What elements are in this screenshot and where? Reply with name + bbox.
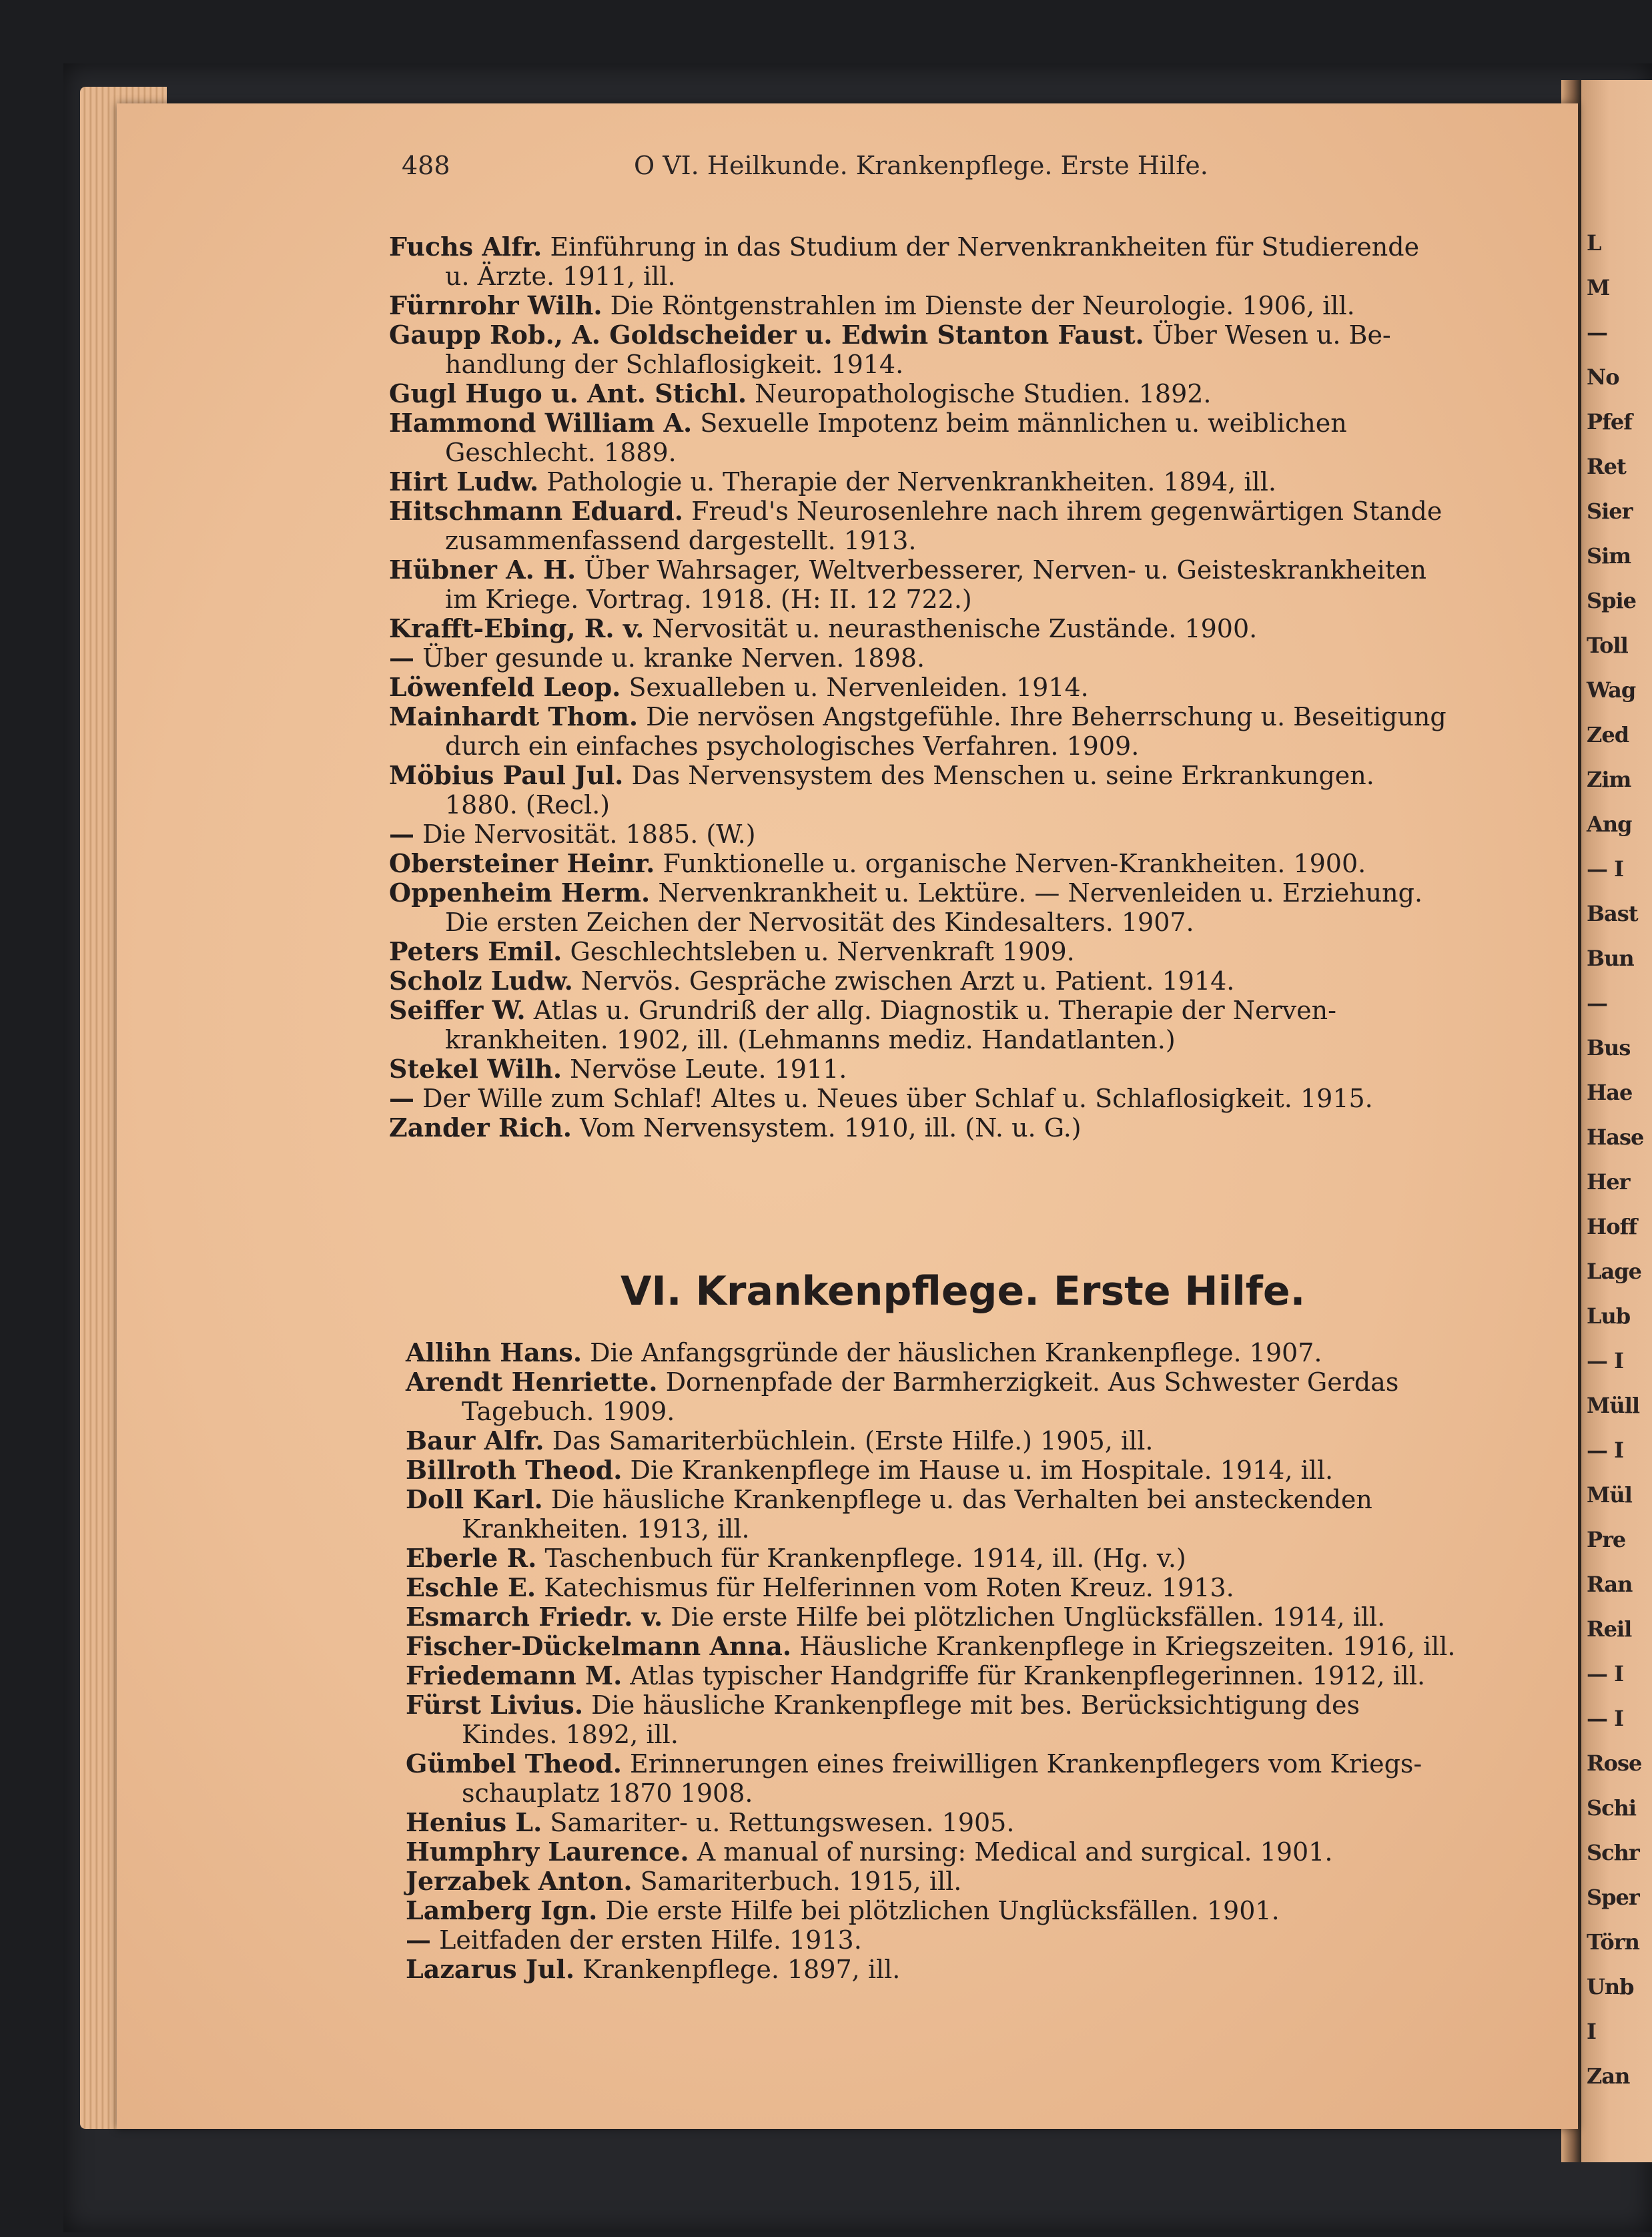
entry-author: Billroth Theod.: [406, 1455, 623, 1485]
entry-author: —: [389, 819, 414, 849]
facing-page-fragment: Reil: [1587, 1616, 1632, 1642]
entry-title: Krankenpflege. 1897, ill.: [574, 1955, 901, 1984]
entry-author: Fischer-Dückelmann Anna.: [406, 1631, 792, 1661]
facing-page-fragment: Bun: [1587, 946, 1634, 971]
entry-title: Über Wesen u. Be-: [1144, 320, 1391, 350]
entry-title: Katechismus für Helferinnen vom Roten Kreuz. 1913.: [536, 1573, 1234, 1602]
entry-author: Eschle E.: [406, 1572, 536, 1602]
bibliography-entry: [406, 1867, 1573, 1896]
facing-page-fragment: Hase: [1587, 1125, 1644, 1150]
facing-page-fragment: Her: [1587, 1169, 1630, 1195]
entry-author: Scholz Ludw.: [389, 966, 573, 996]
facing-page-fragment: Zim: [1587, 767, 1631, 792]
entry-author: Henius L.: [406, 1807, 542, 1837]
entry-title: Der Wille zum Schlaf! Altes u. Neues über Schlaf u. Schlaflosigkeit. 1915.: [414, 1084, 1373, 1113]
bibliography-entry: [389, 966, 1557, 996]
entry-title: Atlas u. Grundriß der allg. Diagnostik u. Therapie der Nerven-: [525, 996, 1336, 1025]
facing-page-fragment: Schr: [1587, 1840, 1639, 1865]
facing-page-fragment: Toll: [1587, 633, 1628, 658]
facing-page-fragment: — I: [1587, 856, 1624, 882]
entry-title: Die erste Hilfe bei plötzlichen Unglücksfällen. 1901.: [597, 1896, 1280, 1925]
entry-continuation: handlung der Schlaflosigkeit. 1914.: [445, 350, 904, 379]
bibliography-entry: [389, 379, 1557, 408]
entry-author: Möbius Paul Jul.: [389, 760, 624, 790]
entry-author: Obersteiner Heinr.: [389, 848, 655, 878]
entry-author: Baur Alfr.: [406, 1425, 544, 1456]
entry-title: Erinnerungen eines freiwilligen Krankenpflegers vom Kriegs-: [621, 1749, 1422, 1779]
entry-author: Hübner A. H.: [389, 555, 576, 585]
facing-page-fragment: M: [1587, 275, 1610, 300]
entry-title: Häusliche Krankenpflege in Kriegszeiten. 1916, ill.: [791, 1632, 1456, 1661]
entry-title: Nervös. Gespräche zwischen Arzt u. Patient. 1914.: [572, 966, 1235, 996]
entry-title: Freud's Neurosenlehre nach ihrem gegenwärtigen Stande: [683, 497, 1442, 526]
entry-author: Hammond William A.: [389, 408, 693, 438]
entry-author: Arendt Henriette.: [406, 1367, 658, 1397]
facing-page-fragment: Ang: [1587, 812, 1632, 837]
bibliography-entry: [389, 232, 1557, 291]
facing-page-fragment: Pfef: [1587, 409, 1632, 434]
bibliography-entry: [406, 1955, 1573, 1984]
bibliography-entry: [389, 555, 1557, 614]
bibliography-entry: [389, 497, 1557, 555]
bibliography-entry: [389, 761, 1557, 820]
entry-title: Die Röntgenstrahlen im Dienste der Neurologie. 1906, ill.: [602, 291, 1355, 320]
facing-page-fragment: Törn: [1587, 1929, 1639, 1955]
entry-title: A manual of nursing: Medical and surgical. 1901.: [689, 1837, 1333, 1867]
entry-author: Gaupp Rob., A. Goldscheider u. Edwin Stanton Faust.: [389, 320, 1144, 350]
entry-title: Die häusliche Krankenpflege mit bes. Berücksichtigung des: [583, 1690, 1360, 1720]
entry-title: Neuropathologische Studien. 1892.: [747, 379, 1212, 408]
entry-author: Esmarch Friedr. v.: [406, 1602, 663, 1632]
entry-title: Nervöse Leute. 1911.: [562, 1054, 847, 1084]
bibliography-entry: [389, 849, 1557, 878]
facing-page-fragment: Hoff: [1587, 1214, 1637, 1239]
facing-page-fragment: Müll: [1587, 1393, 1639, 1418]
facing-page-fragment: Zed: [1587, 722, 1629, 747]
entry-title: Nervenkrankheit u. Lektüre. — Nervenleiden u. Erziehung.: [650, 878, 1423, 908]
entry-author: Seiffer W.: [389, 995, 526, 1025]
running-title: O VI. Heilkunde. Krankenpflege. Erste Hilfe.: [634, 151, 1208, 180]
entry-title: Die erste Hilfe bei plötzlichen Unglücksfällen. 1914, ill.: [663, 1602, 1386, 1632]
bibliography-entry: [389, 614, 1557, 643]
bibliography-entry: [389, 702, 1557, 761]
entry-title: Einführung in das Studium der Nervenkrankheiten für Studierende: [542, 232, 1420, 262]
facing-page-fragment: Ret: [1587, 454, 1626, 479]
entry-title: Leitfaden der ersten Hilfe. 1913.: [431, 1925, 862, 1955]
bibliography-entry: [389, 408, 1557, 467]
bibliography-entry: [389, 320, 1557, 379]
entry-author: Peters Emil.: [389, 936, 562, 966]
entry-author: Gugl Hugo u. Ant. Stichl.: [389, 378, 747, 408]
entry-author: Lamberg Ign.: [406, 1895, 598, 1925]
facing-page-fragment: I: [1587, 2019, 1596, 2044]
entry-author: Zander Rich.: [389, 1112, 572, 1143]
entry-title: Die nervösen Angstgefühle. Ihre Beherrschung u. Beseitigung: [638, 702, 1447, 731]
entry-title: Die häusliche Krankenpflege u. das Verhalten bei ansteckenden: [542, 1485, 1372, 1514]
entry-continuation: im Kriege. Vortrag. 1918. (H: II. 12 722.): [445, 585, 972, 614]
entry-author: Friedemann M.: [406, 1660, 623, 1690]
facing-page-fragment: Lage: [1587, 1259, 1641, 1284]
bibliography-entry: [389, 291, 1557, 320]
bibliography-entry: [389, 1084, 1557, 1113]
bibliography-entry: [389, 996, 1557, 1054]
entry-title: Über Wahrsager, Weltverbesserer, Nerven- u. Geisteskrankheiten: [576, 555, 1426, 585]
entry-author: Fuchs Alfr.: [389, 232, 542, 262]
facing-page-fragment: — I: [1587, 1706, 1624, 1731]
bibliography-entry: [406, 1925, 1573, 1955]
entry-author: Gümbel Theod.: [406, 1748, 622, 1779]
facing-page-fragment: Hae: [1587, 1080, 1633, 1105]
bibliography-entry: [389, 937, 1557, 966]
entry-continuation: u. Ärzte. 1911, ill.: [445, 262, 676, 291]
facing-page-edge: [1581, 80, 1652, 2162]
entry-continuation: Die ersten Zeichen der Nervosität des Kindesalters. 1907.: [445, 908, 1194, 937]
entry-continuation: Tagebuch. 1909.: [462, 1397, 675, 1426]
bibliography-entry: [406, 1544, 1573, 1573]
entry-author: Krafft-Ebing, R. v.: [389, 613, 645, 643]
bibliography-entry: [406, 1573, 1573, 1602]
entry-author: —: [389, 1083, 414, 1113]
bibliography-entry: [406, 1690, 1573, 1749]
entry-author: Fürnrohr Wilh.: [389, 290, 602, 320]
bibliography-entry: [406, 1837, 1573, 1867]
entry-author: Hirt Ludw.: [389, 466, 539, 497]
entry-title: Taschenbuch für Krankenpflege. 1914, ill. (Hg. v.): [536, 1544, 1186, 1573]
bibliography-entry: [389, 878, 1557, 937]
entry-author: Mainhardt Thom.: [389, 701, 639, 731]
facing-page-fragment: Bast: [1587, 901, 1638, 926]
entry-title: Die Anfangsgründe der häuslichen Krankenpflege. 1907.: [582, 1338, 1322, 1367]
bibliography-entry: [406, 1632, 1573, 1661]
bibliography-entry: [406, 1456, 1573, 1485]
entry-title: Samariterbuch. 1915, ill.: [632, 1867, 962, 1896]
entry-title: Das Nervensystem des Menschen u. seine Erkrankungen.: [623, 761, 1374, 790]
facing-page-fragment: — I: [1587, 1348, 1624, 1373]
bibliography-entry: [406, 1661, 1573, 1690]
entry-author: Löwenfeld Leop.: [389, 672, 621, 702]
facing-page-fragment: Sper: [1587, 1885, 1639, 1910]
section-heading: VI. Krankenpflege. Erste Hilfe.: [621, 1268, 1306, 1315]
entry-title: Sexualleben u. Nervenleiden. 1914.: [621, 673, 1089, 702]
entry-continuation: Krankheiten. 1913, ill.: [462, 1514, 750, 1544]
facing-page-fragment: —: [1587, 990, 1607, 1016]
entry-title: Dornenpfade der Barmherzigkeit. Aus Schwester Gerdas: [657, 1367, 1399, 1397]
facing-page-fragment: Spie: [1587, 588, 1636, 613]
page-number: 488: [402, 151, 450, 180]
facing-page-fragment: Ran: [1587, 1572, 1633, 1597]
bibliography-entry: [389, 467, 1557, 497]
bibliography-entry: [389, 1113, 1557, 1143]
entry-continuation: zusammenfassend dargestellt. 1913.: [445, 526, 917, 555]
facing-page-fragment: Rose: [1587, 1750, 1642, 1776]
entry-title: Pathologie u. Therapie der Nervenkrankheiten. 1894, ill.: [538, 467, 1276, 497]
entry-author: Lazarus Jul.: [406, 1954, 575, 1984]
entry-title: Über gesunde u. kranke Nerven. 1898.: [414, 643, 925, 673]
entry-author: Hitschmann Eduard.: [389, 496, 683, 526]
facing-page-fragment: Mül: [1587, 1482, 1632, 1508]
bibliography-entry: [389, 673, 1557, 702]
entry-continuation: durch ein einfaches psychologisches Verfahren. 1909.: [445, 731, 1140, 761]
bibliography-entry: [406, 1485, 1573, 1544]
entry-title: Die Krankenpflege im Hause u. im Hospitale. 1914, ill.: [622, 1456, 1334, 1485]
entry-continuation: krankheiten. 1902, ill. (Lehmanns mediz. Handatlanten.): [445, 1025, 1176, 1054]
entry-title: Geschlechtsleben u. Nervenkraft 1909.: [562, 937, 1075, 966]
entry-author: Doll Karl.: [406, 1484, 543, 1514]
bibliography-entry: [389, 1054, 1557, 1084]
entry-author: Humphry Laurence.: [406, 1837, 689, 1867]
entry-continuation: Geschlecht. 1889.: [445, 438, 677, 467]
entry-continuation: 1880. (Recl.): [445, 790, 610, 820]
bibliography-entry: [406, 1602, 1573, 1632]
facing-page-fragment: Pre: [1587, 1527, 1626, 1552]
facing-page-fragment: No: [1587, 364, 1619, 390]
bibliography-entry: [406, 1367, 1573, 1426]
bibliography-entry: [406, 1749, 1573, 1808]
facing-page-fragment: Bus: [1587, 1035, 1631, 1060]
facing-page-fragment: Sim: [1587, 543, 1631, 569]
facing-page-fragment: Lub: [1587, 1303, 1631, 1329]
facing-page-fragment: Wag: [1587, 677, 1636, 703]
facing-page-fragment: Schi: [1587, 1795, 1637, 1821]
entry-continuation: Kindes. 1892, ill.: [462, 1720, 679, 1749]
facing-page-fragment: — I: [1587, 1437, 1624, 1463]
entry-author: Jerzabek Anton.: [406, 1866, 633, 1896]
bibliography-entry: [406, 1896, 1573, 1925]
entry-title: Vom Nervensystem. 1910, ill. (N. u. G.): [572, 1113, 1082, 1143]
entry-title: Samariter- u. Rettungswesen. 1905.: [542, 1808, 1015, 1837]
entry-continuation: schauplatz 1870 1908.: [462, 1779, 753, 1808]
entry-author: —: [389, 643, 414, 673]
facing-page-fragment: —: [1587, 320, 1607, 345]
bibliography-entry: [406, 1338, 1573, 1367]
facing-page-fragment: Sier: [1587, 499, 1633, 524]
entry-title: Atlas typischer Handgriffe für Krankenpflegerinnen. 1912, ill.: [622, 1661, 1426, 1690]
entry-title: Das Samariterbüchlein. (Erste Hilfe.) 1905, ill.: [544, 1426, 1154, 1456]
bibliography-entry: [389, 643, 1557, 673]
entry-author: Stekel Wilh.: [389, 1054, 562, 1084]
entry-author: Allihn Hans.: [406, 1337, 582, 1367]
entry-author: —: [406, 1925, 431, 1955]
facing-page-fragment: — I: [1587, 1661, 1624, 1686]
facing-page-fragment: L: [1587, 230, 1601, 256]
bibliography-entry: [406, 1426, 1573, 1456]
entry-author: Fürst Livius.: [406, 1690, 584, 1720]
bibliography-entry: [406, 1808, 1573, 1837]
entry-author: Eberle R.: [406, 1543, 537, 1573]
entry-title: Die Nervosität. 1885. (W.): [414, 820, 756, 849]
entry-title: Nervosität u. neurasthenische Zustände. 1900.: [644, 614, 1258, 643]
entry-title: Sexuelle Impotenz beim männlichen u. weiblichen: [692, 408, 1347, 438]
facing-page-fragment: Unb: [1587, 1974, 1634, 1999]
entry-author: Oppenheim Herm.: [389, 878, 651, 908]
bibliography-entry: [389, 820, 1557, 849]
entry-title: Funktionelle u. organische Nerven-Krankheiten. 1900.: [655, 849, 1366, 878]
facing-page-fragment: Zan: [1587, 2063, 1630, 2089]
